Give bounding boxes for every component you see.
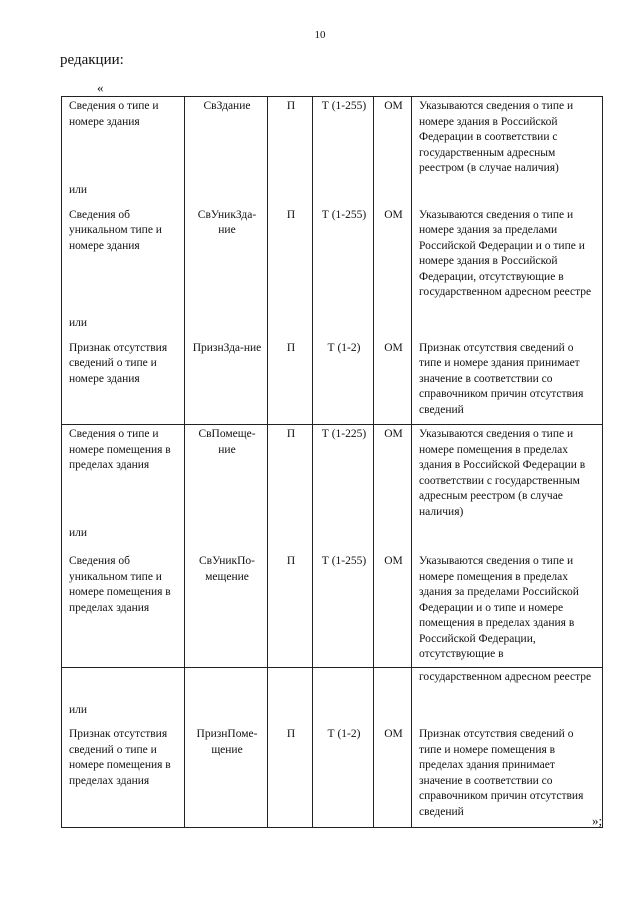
or-label: или [62, 181, 185, 206]
element-code: ПризнПоме-щение [185, 725, 268, 827]
table-row [62, 181, 603, 206]
element-name: Сведения о типе и номере здания [62, 97, 185, 181]
table-row [62, 97, 603, 181]
table-row [62, 552, 603, 667]
table-row [62, 206, 603, 314]
element-om: ОМ [374, 206, 412, 314]
elements-table [61, 96, 603, 828]
element-format: Т (1-2) [313, 339, 374, 425]
element-attribute: П [268, 97, 313, 181]
open-quote: « [97, 80, 104, 95]
element-attribute: П [268, 552, 313, 667]
element-om: ОМ [374, 425, 412, 525]
element-description: Указываются сведения о типе и номере здания за пределами Российской Федерации и о типе и номере здания в Российской Федерации, отсутствующие в государственном адресном реестре [412, 206, 603, 314]
element-description: Признак отсутствия сведений о типе и номере здания принимает значение в соответствии со справочником причин отсутствия сведений [412, 339, 603, 425]
element-code: СвУникПо-мещение [185, 552, 268, 667]
element-attribute: П [268, 425, 313, 525]
element-format: Т (1-225) [313, 425, 374, 525]
element-description-continued: государственном адресном реестре [412, 667, 603, 701]
element-code: ПризнЗда-ние [185, 339, 268, 425]
element-format: Т (1-2) [313, 725, 374, 827]
element-name: Признак отсутствия сведений о типе и номере помещения в пределах здания [62, 725, 185, 827]
element-format: Т (1-255) [313, 206, 374, 314]
table-row [62, 701, 603, 725]
table-row [62, 339, 603, 425]
element-om: ОМ [374, 97, 412, 181]
or-label: или [62, 701, 185, 725]
lead-text: редакции: [60, 52, 124, 68]
or-label: или [62, 314, 185, 339]
table-row [62, 524, 603, 552]
table-row [62, 667, 603, 701]
element-om: ОМ [374, 725, 412, 827]
table-row [62, 425, 603, 525]
element-om: ОМ [374, 339, 412, 425]
element-code: СвУникЗда-ние [185, 206, 268, 314]
element-code: СвПомеще-ние [185, 425, 268, 525]
table-row [62, 314, 603, 339]
element-om: ОМ [374, 552, 412, 667]
element-name: Признак отсутствия сведений о типе и номере здания [62, 339, 185, 425]
element-description: Указываются сведения о типе и номере помещения в пределах здания за пределами Российской Федерации и о типе и номере помещения в пределах здания в Российской Федерации, отсутствующие в [412, 552, 603, 667]
element-attribute: П [268, 725, 313, 827]
or-label: или [62, 524, 185, 552]
page-number: 10 [314, 29, 326, 41]
element-attribute: П [268, 339, 313, 425]
element-description: Признак отсутствия сведений о типе и номере помещения в пределах здания принимает значение в соответствии со справочником причин отсутствия сведений [412, 725, 603, 827]
close-quote: »; [592, 813, 603, 828]
element-format: Т (1-255) [313, 552, 374, 667]
element-attribute: П [268, 206, 313, 314]
table-row [62, 725, 603, 827]
element-code: СвЗдание [185, 97, 268, 181]
element-description: Указываются сведения о типе и номере помещения в пределах здания в Российской Федерации в соответствии с государственным адресным реестром (в случае наличия) [412, 425, 603, 525]
element-name: Сведения о типе и номере помещения в пределах здания [62, 425, 185, 525]
element-name: Сведения об уникальном типе и номере помещения в пределах здания [62, 552, 185, 667]
element-name: Сведения об уникальном типе и номере здания [62, 206, 185, 314]
element-description: Указываются сведения о типе и номере здания в Российской Федерации в соответствии с государственным адресным реестром (в случае наличия) [412, 97, 603, 181]
element-format: Т (1-255) [313, 97, 374, 181]
